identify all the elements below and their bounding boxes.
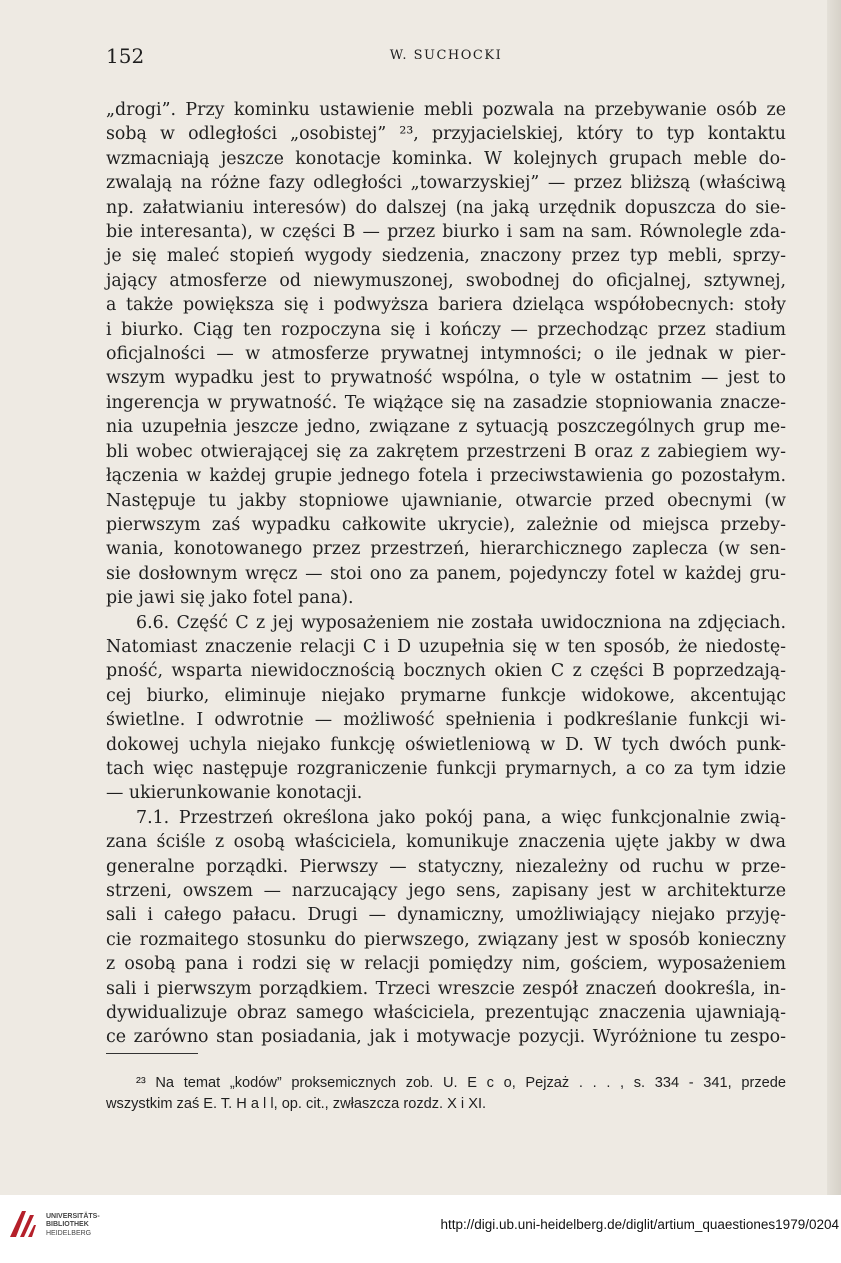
text-line: generalne porządki. Pierwszy — statyczny, niezależny od ruchu w prze- xyxy=(106,856,786,877)
text-line: tach więc następuje rozgraniczenie funkcji prymarnych, a co za tym idzie xyxy=(106,758,786,779)
university-library-logo-icon[interactable] xyxy=(8,1207,38,1239)
text-line: np. załatwianiu interesów) do dalszej (na jaką urzędnik dopuszcza do sie- xyxy=(106,197,786,218)
text-line: 7.1. Przestrzeń określona jako pokój pana, a więc funkcjonalnie zwią- xyxy=(136,807,786,828)
text-line: je się maleć stopień wygody siedzenia, znaczony przez typ mebli, sprzy- xyxy=(106,246,786,267)
library-name-line: BIBLIOTHEK xyxy=(46,1221,89,1229)
text-line: a także powiększa się i podwyższa bariera dzieląca współobecnych: stoły xyxy=(106,295,786,316)
text-line: bli wobec otwierającej się za zakrętem przestrzeni B oraz z zabiegiem wy- xyxy=(106,441,786,462)
text-line: dokowej uchyla niejako funkcję oświetleniową w D. W tych dwóch punk- xyxy=(106,734,786,755)
text-line: sie dosłownym wręcz — stoi ono za panem, pojedynczy fotel w każdej gru- xyxy=(106,563,786,584)
library-name-line: HEIDELBERG xyxy=(46,1229,92,1237)
text-line: „drogi”. Przy kominku ustawienie mebli pozwala na przebywanie osób ze xyxy=(106,100,786,120)
text-line: pierwszym zaś wypadku całkowite ukrycie), zależnie od miejsca przeby- xyxy=(106,514,786,535)
page-edge-shadow xyxy=(827,0,841,1195)
text-line: — ukierunkowanie konotacji. xyxy=(106,783,363,804)
text-line: sobą w odległości „osobistej” ²³, przyjacielskiej, który to typ kontaktu xyxy=(106,124,786,145)
text-line: ce zarówno stan posiadania, jak i motywacje pozycji. Wyróżnione tu zespo- xyxy=(106,1027,786,1048)
page-number: 152 xyxy=(106,44,145,68)
viewer-footer xyxy=(0,1195,841,1263)
text-line: 6.6. Część C z jej wyposażeniem nie została uwidoczniona na zdjęciach. xyxy=(136,612,786,633)
text-line: cie rozmaitego stosunku do pierwszego, związany jest w sposób konieczny xyxy=(106,929,786,950)
running-head: W. SUCHOCKI xyxy=(389,48,503,63)
text-line: pie jawi się jako fotel pana). xyxy=(106,588,354,609)
footnote xyxy=(106,1073,786,1115)
text-line: wszym wypadku jest to prywatność wspólna, o tyle w ostatnim — jest to xyxy=(106,368,786,389)
text-line: i biurko. Ciąg ten rozpoczyna się i kończy — przechodząc przez stadium xyxy=(106,319,786,340)
body-text xyxy=(106,98,786,1050)
text-line: jający atmosferze od niewymuszonej, swobodnej do oficjalnej, sztywnej, xyxy=(106,270,786,291)
text-line: pność, wsparta niewidocznością bocznych okien C z części B poprzedzają- xyxy=(106,661,786,682)
text-line: oficjalności — w atmosferze prywatnej intymności; o ile jednak w pier- xyxy=(106,344,786,365)
text-line: ingerencja w prywatność. Te wiążące się na zasadzie stopniowania znacze- xyxy=(106,392,786,413)
text-line: Następuje tu jakby stopniowe ujawnianie, otwarcie przed obecnymi (w xyxy=(106,490,786,511)
text-line: łączenia w każdej grupie jednego fotela i przeciwstawienia go pozostałym. xyxy=(106,466,786,487)
library-name-line: UNIVERSITÄTS- xyxy=(46,1213,100,1220)
source-url[interactable]: http://digi.ub.uni-heidelberg.de/diglit/artium_quaestiones1979/0204 xyxy=(440,1217,839,1232)
text-line: Natomiast znaczenie relacji C i D uzupełnia się w ten sposób, że niedostę- xyxy=(106,636,786,657)
text-line: cej biurko, eliminuje niejako prymarne funkcje widokowe, akcentując xyxy=(106,685,786,706)
text-line: bie interesanta), w części B — przez biurko i sam na sam. Równolegle zda- xyxy=(106,222,786,243)
text-line: wania, konotowanego przez przestrzeń, hierarchicznego zaplecza (w sen- xyxy=(106,539,786,560)
text-line: świetlne. I odwrotnie — możliwość spełnienia i podkreślanie funkcji wi- xyxy=(106,710,786,731)
text-line: wzmacniają jeszcze konotacje kominka. W kolejnych grupach meble do- xyxy=(106,148,786,169)
text-line: nia uzupełnia jeszcze jedno, związane z sytuacją poszczególnych grup me- xyxy=(106,417,786,438)
text-line: z osobą pana i rodzi się w relacji pomiędzy nim, gościem, wyposażeniem xyxy=(106,954,786,975)
library-name xyxy=(46,1213,100,1238)
text-line: zana ściśle z osobą właściciela, komunikuje znaczenia ujęte jakby w dwa xyxy=(106,832,786,853)
footnote-line: wszystkim zaś E. T. H a l l, op. cit., zwłaszcza rozdz. X i XI. xyxy=(106,1096,487,1112)
footnote-line: ²³ Na temat „kodów” proksemicznych zob. U. E c o, Pejzaż . . . , s. 334 - 341, przede xyxy=(136,1075,786,1091)
logo-mark xyxy=(10,1211,36,1237)
text-line: sali i pierwszym porządkiem. Trzeci wreszcie zespół znaczeń dookreśla, in- xyxy=(106,978,786,999)
text-line: zwalają na różne fazy odległości „towarzyskiej” — przez bliższą (właściwą xyxy=(106,173,786,194)
page-header xyxy=(106,44,786,72)
text-line: sali i całego pałacu. Drugi — dynamiczny, umożliwiający niejako przyję- xyxy=(106,905,786,926)
footnote-separator xyxy=(106,1053,198,1054)
text-line: strzeni, owszem — narzucający jego sens, zapisany jest w architekturze xyxy=(106,881,786,901)
text-line: dywidualizuje obraz samego właściciela, prezentując znaczenia ujawniają- xyxy=(106,1003,786,1024)
